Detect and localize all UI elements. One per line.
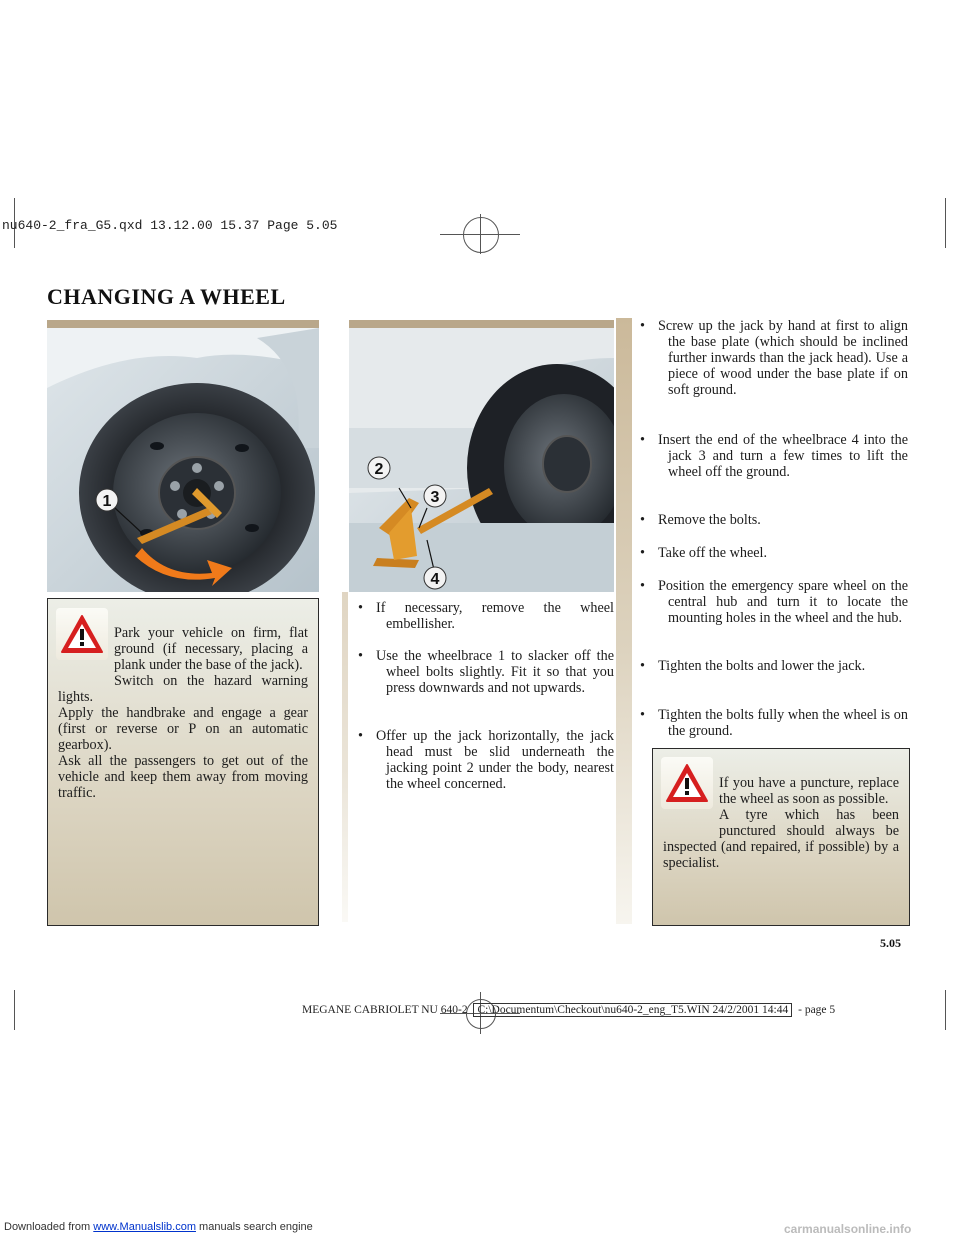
bullet-tighten-lower: • Tighten the bolts and lower the jack. [640,658,908,674]
bullet-screw-jack: • Screw up the jack by hand at first to align the base plate (which should be inclined further inwards than the jack head). Use a piece of wood under the base plate if on soft ground. [640,318,908,398]
warning-text-2-body: If you have a puncture, replace the wheel as soon as possible. A tyre which has been punctured should always be inspected (and repaired, if possible) by a specialist. [663,775,899,871]
crop-mark [945,990,946,1030]
bullet-slacken-bolts: • Use the wheelbrace 1 to slacker off the wheel bolts slightly. Fit it so that you press downwards and not upwards. [358,648,614,696]
warning-text-2 [663,759,899,871]
warning-text-1-body: Park your vehicle on firm, flat ground (if necessary, placing a plank under the base of the jack). Switch on the hazard warning lights. Apply the handbrake and engage a gear (first or reverse or P on an automatic gearbox). Ask all the passengers to get out of the vehicle and keep them away from moving traffic. [58,625,308,801]
jack-illustration [349,328,614,592]
bullet-text: Use the wheelbrace 1 to slacker off the wheel bolts slightly. Fit it so that you press downwards and not upwards. [376,648,614,696]
bullet-text: Position the emergency spare wheel on the central hub and turn it to locate the mounting holes in the wheel and the hub. [658,578,908,626]
bullet-offer-jack: • Offer up the jack horizontally, the jack head must be slid underneath the jacking point 2 under the body, nearest the wheel concerned. [358,728,614,792]
watermark: carmanualsonline.info [784,1222,912,1236]
callout-2: 2 [374,461,384,478]
warning-text-1 [58,609,308,801]
footer-path: C:\Documentum\Checkout\nu640-2_eng_T5.WIN 24/2/2001 14:44 [473,1003,792,1017]
crop-mark [945,198,946,248]
footer-model: MEGANE CABRIOLET NU 640-2 [302,1004,468,1016]
callout-1: 1 [102,493,112,510]
page-number: 5.05 [880,936,901,950]
bullet-position-spare: • Position the emergency spare wheel on the central hub and turn it to locate the mounting holes in the wheel and the hub. [640,578,908,626]
bullet-insert-wheelbrace: • Insert the end of the wheelbrace 4 into the jack 3 and turn a few times to lift the wheel off the ground. [640,432,908,480]
callout-4: 4 [430,571,440,588]
bullet-text: If necessary, remove the wheel embellisher. [376,600,614,632]
bullet-text: Take off the wheel. [658,545,768,561]
footer-page: - page 5 [798,1004,836,1016]
bullet-text: Tighten the bolts fully when the wheel is on the ground. [658,707,908,739]
wheelbrace-photo [47,328,319,592]
download-suffix: manuals search engine [199,1221,313,1233]
column-bar [616,318,632,924]
bullet-text: Insert the end of the wheelbrace 4 into the jack 3 and turn a few times to lift the wheel off the ground. [658,432,908,480]
crop-mark [14,990,15,1030]
bullet-text: Offer up the jack horizontally, the jack head must be slid underneath the jacking point 2 under the body, nearest the wheel concerned. [376,728,614,792]
warning-panel-1 [47,598,319,926]
footer [302,1004,835,1016]
callout-3: 3 [430,489,440,506]
page-title: CHANGING A WHEEL [47,284,286,309]
warning-panel-2 [652,748,910,926]
bullet-remove-embellisher: • If necessary, remove the wheel embellisher. [358,600,614,632]
wheel-illustration [47,328,319,592]
bullet-tighten-fully: • Tighten the bolts fully when the wheel is on the ground. [640,707,908,739]
download-banner [4,1221,313,1233]
bullet-text: Tighten the bolts and lower the jack. [658,658,866,674]
bullet-text: Screw up the jack by hand at first to align the base plate (which should be inclined further inwards than the jack head). Use a piece of wood under the base plate if on soft ground. [658,318,908,398]
jack-photo [349,328,614,592]
column-bar [342,592,348,922]
bullet-take-off-wheel: • Take off the wheel. [640,545,908,561]
registration-mark [463,217,499,253]
slug-line: nu640-2_fra_G5.qxd 13.12.00 15.37 Page 5.05 [2,218,338,233]
bullet-remove-bolts: • Remove the bolts. [640,512,908,528]
manualslib-link[interactable]: www.Manualslib.com [93,1221,196,1233]
bullet-text: Remove the bolts. [658,512,761,528]
download-prefix: Downloaded from [4,1221,91,1233]
